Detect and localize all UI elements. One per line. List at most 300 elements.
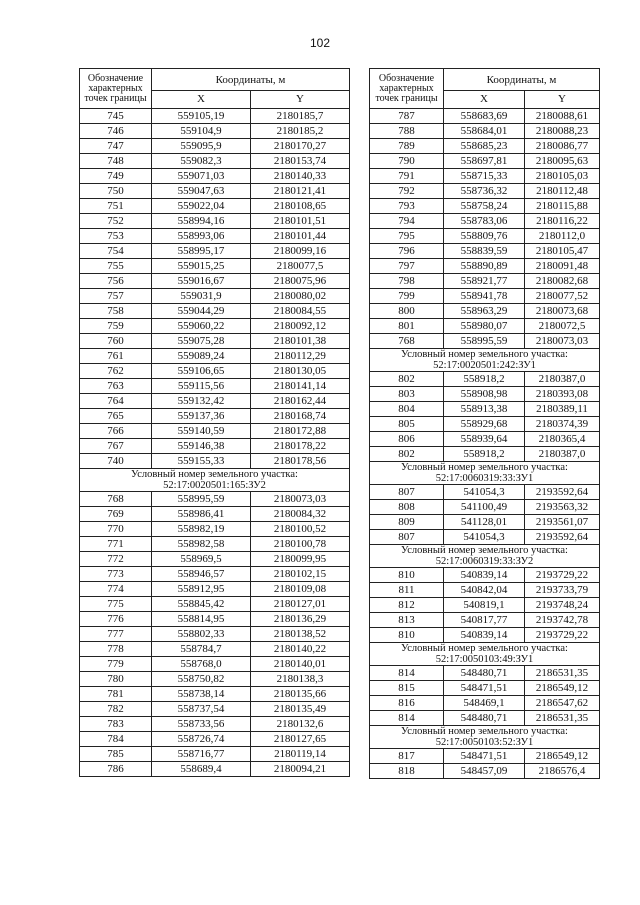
point-id-cell: 802 <box>370 372 444 387</box>
y-coordinate-cell: 2180072,5 <box>525 319 600 334</box>
table-row <box>370 583 600 598</box>
table-row <box>80 582 350 597</box>
point-id-cell: 807 <box>370 530 444 545</box>
point-id-cell: 766 <box>80 424 152 439</box>
x-coordinate-cell: 559146,38 <box>152 439 251 454</box>
x-coordinate-cell: 548471,51 <box>444 749 525 764</box>
y-coordinate-cell: 2193729,22 <box>525 628 600 643</box>
point-id-cell: 810 <box>370 628 444 643</box>
table-row <box>370 711 600 726</box>
point-id-cell: 794 <box>370 214 444 229</box>
point-id-cell: 770 <box>80 522 152 537</box>
point-id-cell: 755 <box>80 259 152 274</box>
point-id-cell: 760 <box>80 334 152 349</box>
table-row <box>80 199 350 214</box>
x-coordinate-cell: 558685,23 <box>444 139 525 154</box>
table-row <box>80 492 350 507</box>
point-id-cell: 812 <box>370 598 444 613</box>
x-coordinate-cell: 559106,65 <box>152 364 251 379</box>
table-row <box>80 379 350 394</box>
x-coordinate-cell: 541128,01 <box>444 515 525 530</box>
table-row <box>370 628 600 643</box>
x-coordinate-cell: 558737,54 <box>152 702 251 717</box>
x-coordinate-cell: 558768,0 <box>152 657 251 672</box>
point-id-cell: 748 <box>80 154 152 169</box>
point-id-cell: 806 <box>370 432 444 447</box>
table-row <box>80 567 350 582</box>
point-id-cell: 757 <box>80 289 152 304</box>
point-id-cell: 754 <box>80 244 152 259</box>
y-coordinate-cell: 2193748,24 <box>525 598 600 613</box>
table-row <box>370 319 600 334</box>
table-row <box>370 530 600 545</box>
x-coordinate-cell: 559095,9 <box>152 139 251 154</box>
y-coordinate-cell: 2180092,12 <box>251 319 350 334</box>
table-row <box>80 597 350 612</box>
table-row <box>370 613 600 628</box>
point-id-cell: 807 <box>370 485 444 500</box>
point-id-cell: 797 <box>370 259 444 274</box>
y-coordinate-cell: 2180162,44 <box>251 394 350 409</box>
y-coordinate-cell: 2180112,48 <box>525 184 600 199</box>
table-row <box>370 214 600 229</box>
x-coordinate-cell: 558995,17 <box>152 244 251 259</box>
table-row <box>370 447 600 462</box>
x-coordinate-cell: 559132,42 <box>152 394 251 409</box>
parcel-group-row <box>370 726 600 749</box>
y-coordinate-cell: 2180112,29 <box>251 349 350 364</box>
x-coordinate-cell: 558941,78 <box>444 289 525 304</box>
point-id-cell: 803 <box>370 387 444 402</box>
y-coordinate-cell: 2180100,78 <box>251 537 350 552</box>
table-row <box>370 417 600 432</box>
header-x: X <box>444 91 525 109</box>
x-coordinate-cell: 558738,14 <box>152 687 251 702</box>
table-row <box>80 612 350 627</box>
x-coordinate-cell: 559115,56 <box>152 379 251 394</box>
x-coordinate-cell: 558689,4 <box>152 762 251 777</box>
point-id-cell: 762 <box>80 364 152 379</box>
y-coordinate-cell: 2180140,33 <box>251 169 350 184</box>
x-coordinate-cell: 540842,04 <box>444 583 525 598</box>
y-coordinate-cell: 2180095,63 <box>525 154 600 169</box>
table-row <box>370 244 600 259</box>
point-id-cell: 800 <box>370 304 444 319</box>
y-coordinate-cell: 2193742,78 <box>525 613 600 628</box>
y-coordinate-cell: 2180082,68 <box>525 274 600 289</box>
page-number: 102 <box>309 36 331 50</box>
y-coordinate-cell: 2180130,05 <box>251 364 350 379</box>
x-coordinate-cell: 558726,74 <box>152 732 251 747</box>
y-coordinate-cell: 2180109,08 <box>251 582 350 597</box>
parcel-group-label: Условный номер земельного участка: 52:17:0050103:52:ЗУ1 <box>370 726 600 749</box>
x-coordinate-cell: 541054,3 <box>444 530 525 545</box>
x-coordinate-cell: 558995,59 <box>152 492 251 507</box>
x-coordinate-cell: 559082,3 <box>152 154 251 169</box>
table-row <box>370 402 600 417</box>
table-row <box>80 349 350 364</box>
y-coordinate-cell: 2180099,16 <box>251 244 350 259</box>
table-row <box>80 319 350 334</box>
point-id-cell: 751 <box>80 199 152 214</box>
point-id-cell: 780 <box>80 672 152 687</box>
y-coordinate-cell: 2180140,22 <box>251 642 350 657</box>
point-id-cell: 745 <box>80 109 152 124</box>
y-coordinate-cell: 2180099,95 <box>251 552 350 567</box>
table-row <box>370 568 600 583</box>
y-coordinate-cell: 2180365,4 <box>525 432 600 447</box>
table-row <box>370 749 600 764</box>
y-coordinate-cell: 2180127,01 <box>251 597 350 612</box>
table-row <box>370 666 600 681</box>
y-coordinate-cell: 2180088,61 <box>525 109 600 124</box>
table-row <box>370 289 600 304</box>
x-coordinate-cell: 558839,59 <box>444 244 525 259</box>
point-id-cell: 740 <box>80 454 152 469</box>
y-coordinate-cell: 2180185,7 <box>251 109 350 124</box>
table-row <box>80 154 350 169</box>
y-coordinate-cell: 2180105,47 <box>525 244 600 259</box>
x-coordinate-cell: 559155,33 <box>152 454 251 469</box>
x-coordinate-cell: 558715,33 <box>444 169 525 184</box>
x-coordinate-cell: 558716,77 <box>152 747 251 762</box>
x-coordinate-cell: 559044,29 <box>152 304 251 319</box>
table-row <box>80 229 350 244</box>
x-coordinate-cell: 558733,56 <box>152 717 251 732</box>
y-coordinate-cell: 2180168,74 <box>251 409 350 424</box>
table-row <box>80 184 350 199</box>
x-coordinate-cell: 558918,2 <box>444 447 525 462</box>
x-coordinate-cell: 558913,38 <box>444 402 525 417</box>
table-row <box>370 334 600 349</box>
y-coordinate-cell: 2186531,35 <box>525 666 600 681</box>
y-coordinate-cell: 2180102,15 <box>251 567 350 582</box>
table-row <box>370 304 600 319</box>
table-row <box>80 642 350 657</box>
parcel-group-row <box>370 349 600 372</box>
x-coordinate-cell: 558809,76 <box>444 229 525 244</box>
point-id-cell: 756 <box>80 274 152 289</box>
point-id-cell: 788 <box>370 124 444 139</box>
header-point-label: Обозначение характерных точек границы <box>80 69 152 109</box>
x-coordinate-cell: 548480,71 <box>444 711 525 726</box>
y-coordinate-cell: 2180077,5 <box>251 259 350 274</box>
y-coordinate-cell: 2180141,14 <box>251 379 350 394</box>
x-coordinate-cell: 559015,25 <box>152 259 251 274</box>
y-coordinate-cell: 2180088,23 <box>525 124 600 139</box>
table-row <box>370 515 600 530</box>
y-coordinate-cell: 2180101,51 <box>251 214 350 229</box>
point-id-cell: 747 <box>80 139 152 154</box>
y-coordinate-cell: 2193592,64 <box>525 530 600 545</box>
y-coordinate-cell: 2180105,03 <box>525 169 600 184</box>
table-row <box>370 432 600 447</box>
point-id-cell: 781 <box>80 687 152 702</box>
point-id-cell: 809 <box>370 515 444 530</box>
x-coordinate-cell: 558969,5 <box>152 552 251 567</box>
point-id-cell: 752 <box>80 214 152 229</box>
table-row <box>80 394 350 409</box>
y-coordinate-cell: 2180127,65 <box>251 732 350 747</box>
point-id-cell: 801 <box>370 319 444 334</box>
point-id-cell: 817 <box>370 749 444 764</box>
y-coordinate-cell: 2186549,12 <box>525 681 600 696</box>
y-coordinate-cell: 2180389,11 <box>525 402 600 417</box>
table-row <box>80 537 350 552</box>
y-coordinate-cell: 2180101,44 <box>251 229 350 244</box>
table-row <box>80 244 350 259</box>
parcel-group-row <box>370 545 600 568</box>
header-coordinates: Координаты, м <box>152 69 350 91</box>
table-row <box>80 732 350 747</box>
y-coordinate-cell: 2180178,56 <box>251 454 350 469</box>
coordinates-table-left <box>79 68 350 777</box>
point-id-cell: 750 <box>80 184 152 199</box>
parcel-group-label: Условный номер земельного участка: 52:17:0020501:165:ЗУ2 <box>80 469 350 492</box>
point-id-cell: 763 <box>80 379 152 394</box>
point-id-cell: 796 <box>370 244 444 259</box>
point-id-cell: 815 <box>370 681 444 696</box>
y-coordinate-cell: 2186547,62 <box>525 696 600 711</box>
x-coordinate-cell: 559075,28 <box>152 334 251 349</box>
point-id-cell: 795 <box>370 229 444 244</box>
point-id-cell: 814 <box>370 666 444 681</box>
point-id-cell: 816 <box>370 696 444 711</box>
y-coordinate-cell: 2180115,88 <box>525 199 600 214</box>
point-id-cell: 778 <box>80 642 152 657</box>
point-id-cell: 764 <box>80 394 152 409</box>
y-coordinate-cell: 2180132,6 <box>251 717 350 732</box>
point-id-cell: 792 <box>370 184 444 199</box>
table-row <box>370 500 600 515</box>
point-id-cell: 783 <box>80 717 152 732</box>
y-coordinate-cell: 2180112,0 <box>525 229 600 244</box>
y-coordinate-cell: 2180172,88 <box>251 424 350 439</box>
y-coordinate-cell: 2180073,03 <box>525 334 600 349</box>
parcel-group-row <box>370 643 600 666</box>
parcel-group-label: Условный номер земельного участка: 52:17:0020501:242:ЗУ1 <box>370 349 600 372</box>
y-coordinate-cell: 2180091,48 <box>525 259 600 274</box>
y-coordinate-cell: 2180136,29 <box>251 612 350 627</box>
point-id-cell: 758 <box>80 304 152 319</box>
header-y: Y <box>251 91 350 109</box>
y-coordinate-cell: 2193592,64 <box>525 485 600 500</box>
table-row <box>370 139 600 154</box>
y-coordinate-cell: 2193729,22 <box>525 568 600 583</box>
x-coordinate-cell: 559031,9 <box>152 289 251 304</box>
y-coordinate-cell: 2186531,35 <box>525 711 600 726</box>
table-row <box>80 627 350 642</box>
x-coordinate-cell: 558982,19 <box>152 522 251 537</box>
point-id-cell: 772 <box>80 552 152 567</box>
table-row <box>80 214 350 229</box>
table-row <box>80 439 350 454</box>
point-id-cell: 765 <box>80 409 152 424</box>
point-id-cell: 773 <box>80 567 152 582</box>
x-coordinate-cell: 559047,63 <box>152 184 251 199</box>
x-coordinate-cell: 558912,95 <box>152 582 251 597</box>
table-row <box>80 334 350 349</box>
table-row <box>370 124 600 139</box>
coordinates-table-right <box>369 68 600 779</box>
parcel-group-row <box>370 462 600 485</box>
table-row <box>370 274 600 289</box>
table-row <box>80 409 350 424</box>
x-coordinate-cell: 558908,98 <box>444 387 525 402</box>
x-coordinate-cell: 559104,9 <box>152 124 251 139</box>
table-row <box>370 229 600 244</box>
point-id-cell: 749 <box>80 169 152 184</box>
table-row <box>80 552 350 567</box>
y-coordinate-cell: 2180119,14 <box>251 747 350 762</box>
point-id-cell: 786 <box>80 762 152 777</box>
x-coordinate-cell: 559016,67 <box>152 274 251 289</box>
table-row <box>80 139 350 154</box>
x-coordinate-cell: 558921,77 <box>444 274 525 289</box>
point-id-cell: 805 <box>370 417 444 432</box>
point-id-cell: 802 <box>370 447 444 462</box>
x-coordinate-cell: 558890,89 <box>444 259 525 274</box>
table-row <box>370 681 600 696</box>
point-id-cell: 787 <box>370 109 444 124</box>
point-id-cell: 779 <box>80 657 152 672</box>
x-coordinate-cell: 558929,68 <box>444 417 525 432</box>
y-coordinate-cell: 2180108,65 <box>251 199 350 214</box>
y-coordinate-cell: 2180138,3 <box>251 672 350 687</box>
table-row <box>370 259 600 274</box>
point-id-cell: 759 <box>80 319 152 334</box>
table-row <box>370 598 600 613</box>
header-x: X <box>152 91 251 109</box>
table-row <box>370 485 600 500</box>
x-coordinate-cell: 558994,16 <box>152 214 251 229</box>
x-coordinate-cell: 558993,06 <box>152 229 251 244</box>
x-coordinate-cell: 558784,7 <box>152 642 251 657</box>
y-coordinate-cell: 2186576,4 <box>525 764 600 779</box>
table-row <box>80 657 350 672</box>
table-row <box>80 289 350 304</box>
y-coordinate-cell: 2180153,74 <box>251 154 350 169</box>
x-coordinate-cell: 548469,1 <box>444 696 525 711</box>
point-id-cell: 776 <box>80 612 152 627</box>
table-row <box>370 199 600 214</box>
x-coordinate-cell: 559060,22 <box>152 319 251 334</box>
x-coordinate-cell: 558963,29 <box>444 304 525 319</box>
header-point-label: Обозначение характерных точек границы <box>370 69 444 109</box>
table-row <box>370 154 600 169</box>
point-id-cell: 771 <box>80 537 152 552</box>
y-coordinate-cell: 2180135,49 <box>251 702 350 717</box>
point-id-cell: 768 <box>80 492 152 507</box>
table-row <box>80 454 350 469</box>
x-coordinate-cell: 559089,24 <box>152 349 251 364</box>
y-coordinate-cell: 2180387,0 <box>525 447 600 462</box>
y-coordinate-cell: 2180138,52 <box>251 627 350 642</box>
table-row <box>80 274 350 289</box>
point-id-cell: 785 <box>80 747 152 762</box>
table-row <box>80 717 350 732</box>
point-id-cell: 767 <box>80 439 152 454</box>
y-coordinate-cell: 2180094,21 <box>251 762 350 777</box>
parcel-group-label: Условный номер земельного участка: 52:17:0060319:33:ЗУ2 <box>370 545 600 568</box>
x-coordinate-cell: 558802,33 <box>152 627 251 642</box>
table-row <box>80 762 350 777</box>
y-coordinate-cell: 2180086,77 <box>525 139 600 154</box>
parcel-group-row <box>80 469 350 492</box>
table-row <box>80 124 350 139</box>
y-coordinate-cell: 2180170,27 <box>251 139 350 154</box>
point-id-cell: 775 <box>80 597 152 612</box>
x-coordinate-cell: 558980,07 <box>444 319 525 334</box>
point-id-cell: 746 <box>80 124 152 139</box>
x-coordinate-cell: 540839,14 <box>444 568 525 583</box>
table-row <box>80 672 350 687</box>
table-row <box>370 764 600 779</box>
table-row <box>370 696 600 711</box>
point-id-cell: 818 <box>370 764 444 779</box>
y-coordinate-cell: 2180077,52 <box>525 289 600 304</box>
parcel-group-label: Условный номер земельного участка: 52:17:0050103:49:ЗУ1 <box>370 643 600 666</box>
point-id-cell: 793 <box>370 199 444 214</box>
table-row <box>80 259 350 274</box>
point-id-cell: 811 <box>370 583 444 598</box>
x-coordinate-cell: 558750,82 <box>152 672 251 687</box>
table-row <box>80 109 350 124</box>
y-coordinate-cell: 2180075,96 <box>251 274 350 289</box>
x-coordinate-cell: 558995,59 <box>444 334 525 349</box>
table-row <box>80 169 350 184</box>
x-coordinate-cell: 548480,71 <box>444 666 525 681</box>
y-coordinate-cell: 2180135,66 <box>251 687 350 702</box>
point-id-cell: 761 <box>80 349 152 364</box>
y-coordinate-cell: 2193561,07 <box>525 515 600 530</box>
table-row <box>370 387 600 402</box>
y-coordinate-cell: 2180140,01 <box>251 657 350 672</box>
table-row <box>80 424 350 439</box>
y-coordinate-cell: 2180121,41 <box>251 184 350 199</box>
x-coordinate-cell: 558783,06 <box>444 214 525 229</box>
y-coordinate-cell: 2180101,38 <box>251 334 350 349</box>
y-coordinate-cell: 2180100,52 <box>251 522 350 537</box>
x-coordinate-cell: 558918,2 <box>444 372 525 387</box>
x-coordinate-cell: 558845,42 <box>152 597 251 612</box>
table-row <box>80 747 350 762</box>
point-id-cell: 774 <box>80 582 152 597</box>
table-row <box>80 702 350 717</box>
point-id-cell: 768 <box>370 334 444 349</box>
y-coordinate-cell: 2180374,39 <box>525 417 600 432</box>
table-row <box>370 372 600 387</box>
y-coordinate-cell: 2193733,79 <box>525 583 600 598</box>
point-id-cell: 753 <box>80 229 152 244</box>
y-coordinate-cell: 2180084,55 <box>251 304 350 319</box>
y-coordinate-cell: 2180178,22 <box>251 439 350 454</box>
table-row <box>370 109 600 124</box>
parcel-group-label: Условный номер земельного участка: 52:17:0060319:33:ЗУ1 <box>370 462 600 485</box>
x-coordinate-cell: 558946,57 <box>152 567 251 582</box>
x-coordinate-cell: 559140,59 <box>152 424 251 439</box>
x-coordinate-cell: 558684,01 <box>444 124 525 139</box>
point-id-cell: 798 <box>370 274 444 289</box>
y-coordinate-cell: 2193563,32 <box>525 500 600 515</box>
x-coordinate-cell: 558683,69 <box>444 109 525 124</box>
x-coordinate-cell: 559137,36 <box>152 409 251 424</box>
x-coordinate-cell: 558697,81 <box>444 154 525 169</box>
x-coordinate-cell: 558736,32 <box>444 184 525 199</box>
table-row <box>80 687 350 702</box>
header-y: Y <box>525 91 600 109</box>
x-coordinate-cell: 540839,14 <box>444 628 525 643</box>
